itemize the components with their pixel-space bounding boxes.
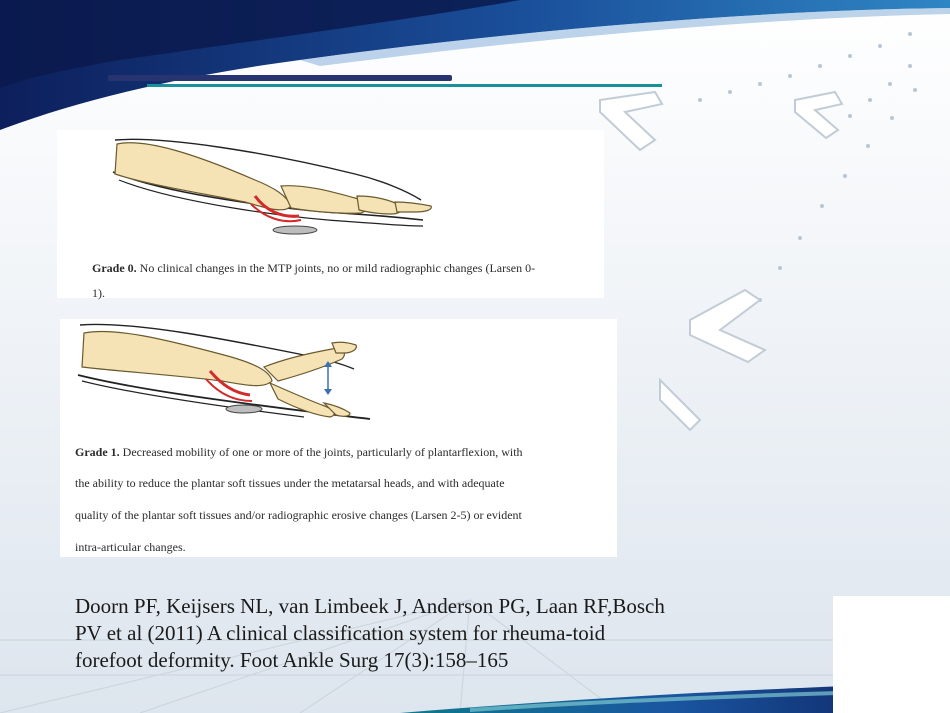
caption-grade-1-text-1: Decreased mobility of one or more of the joints, particularly of plantarflexion, with xyxy=(119,445,523,459)
caption-grade-1-line-2: the ability to reduce the plantar soft tissues under the metatarsal heads, and with adequate xyxy=(75,476,505,490)
caption-grade-0-text-1: No clinical changes in the MTP joints, no or mild radiographic changes (Larsen 0- xyxy=(136,261,536,275)
caption-grade-1-line-3: quality of the plantar soft tissues and/or radiographic erosive changes (Larsen 2-5) or evident xyxy=(75,508,522,522)
title-rule-dark xyxy=(108,75,452,81)
citation-text: Doorn PF, Keijsers NL, van Limbeek J, Anderson PG, Laan RF,Bosch PV et al (2011) A clinical classification system for rheuma-toid forefoot deformity. Foot Ankle Surg 17(3):158–165 xyxy=(75,594,665,672)
figure-panel-grade-0 xyxy=(57,130,604,298)
caption-grade-0-line-2: 1). xyxy=(92,286,105,300)
caption-grade-1-line-4: intra-articular changes. xyxy=(75,540,186,554)
title-rule-teal xyxy=(147,84,662,87)
corner-blank-block xyxy=(833,596,950,713)
caption-grade-0-line-1 xyxy=(92,262,535,274)
grade-1-label: Grade 1. xyxy=(75,445,120,459)
foot-diagram-grade-0 xyxy=(105,134,435,238)
caption-grade-1-line-1 xyxy=(75,446,523,458)
figure-panel-grade-1 xyxy=(60,319,617,557)
foot-diagram-grade-1 xyxy=(74,319,374,424)
grade-0-label: Grade 0. xyxy=(92,261,137,275)
